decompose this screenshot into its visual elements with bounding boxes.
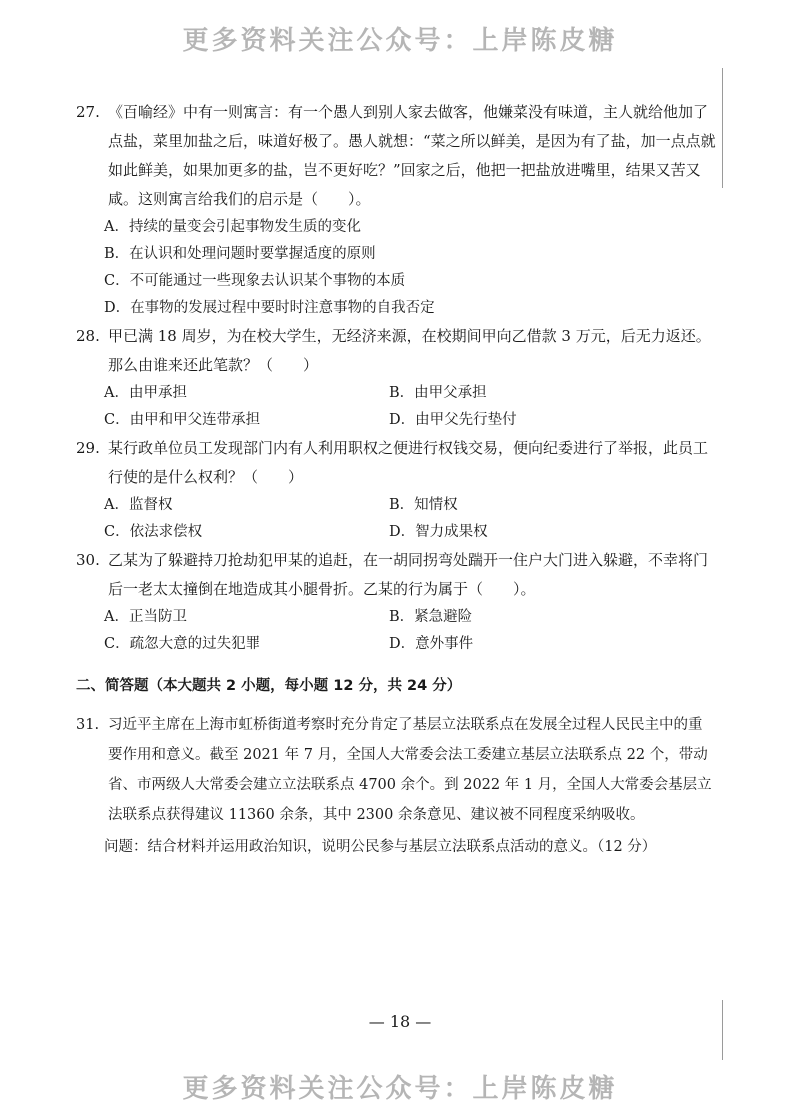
option-a: A．正当防卫: [104, 609, 187, 625]
question-30: [76, 546, 716, 658]
option-a: A．持续的量变会引起事物发生质的变化: [104, 219, 361, 235]
option-c: C．依法求偿权: [104, 524, 203, 540]
page-number: — 18 —: [368, 1012, 432, 1031]
scan-edge-line: [722, 68, 723, 188]
options-list: [76, 380, 716, 434]
option-c: C．由甲和甲父连带承担: [104, 412, 261, 428]
question-stem: 乙某为了躲避持刀抢劫犯甲某的追赶，在一胡同拐弯处踹开一住户大门进入躲避，不幸将门后一老太太撞倒在地造成其小腿骨折。乙某的行为属于（ ）。: [108, 551, 709, 598]
watermark-bottom: 更多资料关注公众号：上岸陈皮糖: [182, 1074, 618, 1104]
exam-page: [76, 98, 716, 862]
question-29: [76, 434, 716, 546]
question-31: [76, 710, 716, 862]
options-list: [76, 604, 716, 658]
options-list: [76, 492, 716, 546]
option-d: D．智力成果权: [389, 524, 488, 540]
option-d: D．由甲父先行垫付: [389, 412, 517, 428]
options-list: [76, 214, 716, 322]
question-stem: 《百喻经》中有一则寓言：有一个愚人到别人家去做客，他嫌菜没有味道，主人就给他加了点盐，菜里加盐之后，味道好极了。愚人就想：“菜之所以鲜美，是因为有了盐，加一点点就如此鲜美，如果加更多的盐，岂不更好吃？”回家之后，他把一把盐放进嘴里，结果又苦又咸。这则寓言给我们的启示是（ ）。: [108, 103, 716, 208]
question-28: [76, 322, 716, 434]
option-c: C．疏忽大意的过失犯罪: [104, 636, 261, 652]
question-number: 31.: [76, 717, 100, 733]
option-a: A．监督权: [104, 497, 173, 513]
section-title: 二、简答题（本大题共 2 小题，每小题 12 分，共 24 分）: [76, 678, 462, 694]
option-c: C．不可能通过一些现象去认识某个事物的本质: [104, 273, 406, 289]
option-b: B．由甲父承担: [389, 385, 487, 401]
option-d: D．意外事件: [389, 636, 474, 652]
question-stem: 甲已满 18 周岁，为在校大学生，无经济来源，在校期间甲向乙借款 3 万元，后无力返还。那么由谁来还此笔款？（ ）: [108, 327, 711, 374]
question-number: 29.: [76, 439, 100, 457]
option-b: B．紧急避险: [389, 609, 473, 625]
question-material: 习近平主席在上海市虹桥街道考察时充分肯定了基层立法联系点在发展全过程人民民主中的重要作用和意义。截至 2021 年 7 月，全国人大常委会法工委建立基层立法联系点 22 个，带动省、市两级人大常委会建立立法联系点 4700 余个。到 2022 年 1 月，全国人大常委会基层立法联系点获得建议 11360 余条，其中 2300 余条意见、建议被不同程度采纳吸收。: [108, 717, 712, 823]
question-number: 27.: [76, 103, 100, 121]
option-b: B．在认识和处理问题时要掌握适度的原则: [104, 246, 376, 262]
option-a: A．由甲承担: [104, 385, 187, 401]
option-b: B．知情权: [389, 497, 458, 513]
question-number: 30.: [76, 551, 100, 569]
option-d: D．在事物的发展过程中要时时注意事物的自我否定: [104, 300, 435, 316]
watermark-top: 更多资料关注公众号：上岸陈皮糖: [182, 26, 618, 56]
question-number: 28.: [76, 327, 100, 345]
question-prompt: 问题：结合材料并运用政治知识，说明公民参与基层立法联系点活动的意义。（12 分）: [104, 839, 657, 855]
question-stem: 某行政单位员工发现部门内有人利用职权之便进行权钱交易，便向纪委进行了举报，此员工行使的是什么权利？（ ）: [108, 439, 709, 486]
question-27: [76, 98, 716, 322]
